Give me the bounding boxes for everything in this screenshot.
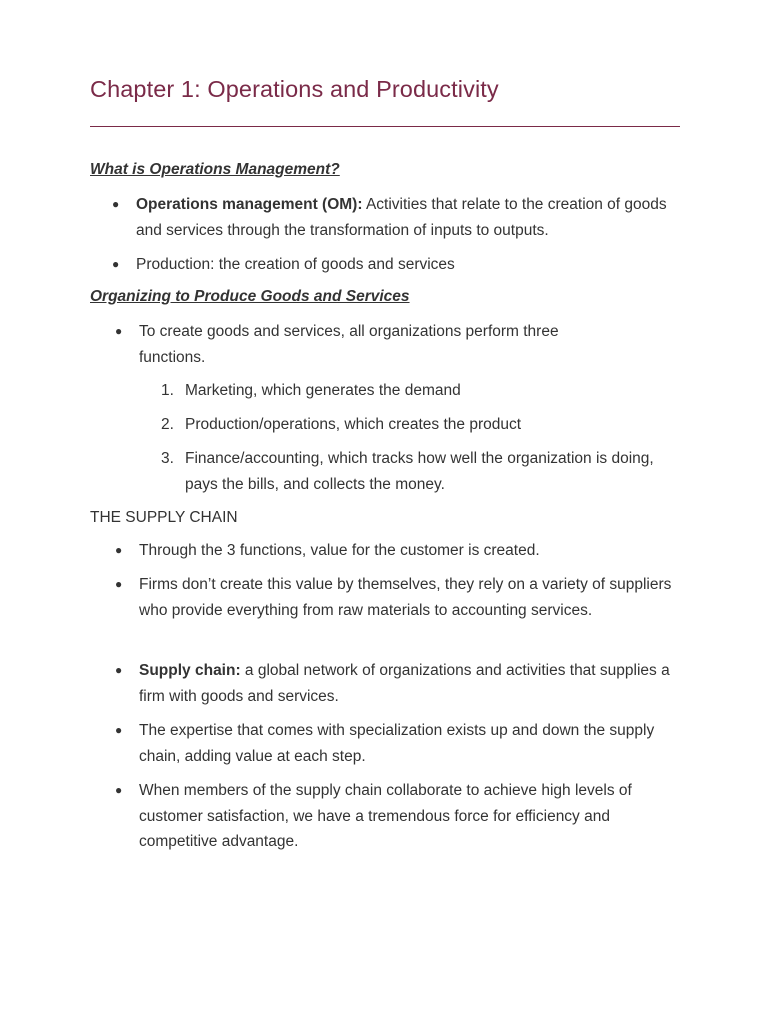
bullet-item-value-created <box>115 538 679 564</box>
item-number: 1. <box>161 382 174 399</box>
bullet-icon: ● <box>115 663 123 677</box>
bullet-icon: ● <box>115 783 123 797</box>
bullet-item-suppliers <box>115 572 679 623</box>
item-number: 3. <box>161 450 174 467</box>
bullet-text: To create goods and services, all organizations perform three functions. <box>139 323 559 366</box>
bullet-item-supply-chain-definition <box>115 658 679 709</box>
bullet-item-specialization <box>115 718 679 769</box>
bullet-text: Through the 3 functions, value for the customer is created. <box>139 542 540 559</box>
bullet-icon: ● <box>115 324 123 338</box>
bullet-item-om-definition <box>112 192 676 243</box>
bullet-icon: ● <box>112 197 120 211</box>
bullet-text: Firms don’t create this value by themselves, they rely on a variety of suppliers who provide everything from raw materials to accounting services. <box>139 576 672 619</box>
bullet-item-collaboration <box>115 778 679 855</box>
bullet-text: Activities that relate to the creation of goods and services through the transformation of inputs to outputs. <box>136 196 667 239</box>
numbered-item-production <box>161 412 675 438</box>
section-heading-organizing: Organizing to Produce Goods and Services <box>90 288 410 305</box>
bullet-text: a global network of organizations and activities that supplies a firm with goods and services. <box>139 662 670 705</box>
bullet-icon: ● <box>115 543 123 557</box>
bullet-item-three-functions <box>115 319 629 370</box>
item-text: Marketing, which generates the demand <box>185 382 461 399</box>
title-divider <box>90 126 680 127</box>
bullet-icon: ● <box>112 257 120 271</box>
bullet-text: Production: the creation of goods and services <box>136 256 455 273</box>
bullet-text: When members of the supply chain collaborate to achieve high levels of customer satisfaction, we have a tremendous force for efficiency and competitive advantage. <box>139 782 632 850</box>
term-label: Operations management (OM): <box>136 196 363 213</box>
bullet-icon: ● <box>115 723 123 737</box>
section-heading-supply-chain: THE SUPPLY CHAIN <box>90 509 238 526</box>
bullet-text: The expertise that comes with specialization exists up and down the supply chain, adding value at each step. <box>139 722 655 765</box>
bullet-item-production <box>112 252 676 278</box>
section-heading-what-is-om: What is Operations Management? <box>90 161 340 178</box>
term-label: Supply chain: <box>139 662 241 679</box>
numbered-item-marketing <box>161 378 675 404</box>
bullet-icon: ● <box>115 577 123 591</box>
item-text: Production/operations, which creates the product <box>185 416 522 433</box>
numbered-item-finance <box>161 446 675 497</box>
item-text: Finance/accounting, which tracks how well the organization is doing, pays the bills, and collects the money. <box>185 450 654 493</box>
item-number: 2. <box>161 416 174 433</box>
chapter-title: Chapter 1: Operations and Productivity <box>90 76 499 102</box>
